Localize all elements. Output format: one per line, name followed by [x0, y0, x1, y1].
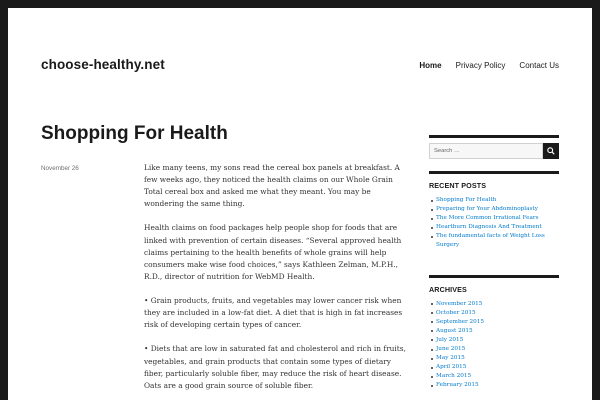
archive-link[interactable]: May 2015 — [436, 355, 465, 362]
recent-post-link[interactable]: The fundamental facts of Weight Loss Surgery — [436, 233, 545, 249]
post-paragraph: Like many teens, my sons read the cereal box panels at breakfast. A few weeks ago, they noticed the health claims on our Whole Grain Total cereal box and asked me what they meant. You may be wondering the same thing. — [144, 163, 400, 209]
archive-link[interactable]: July 2015 — [436, 336, 464, 343]
recent-posts-list — [429, 196, 559, 251]
post-content — [144, 162, 408, 400]
main-navigation — [419, 61, 559, 70]
post-paragraph: • Grain products, fruits, and vegetables may lower cancer risk when they are included in a low-fat diet. A diet that is high in fat increases risk of developing certain types of cancer. — [144, 296, 403, 330]
widget-divider — [429, 171, 559, 174]
sidebar — [429, 135, 559, 391]
recent-post-link[interactable]: Preparing for Your Abdominoplasty — [436, 206, 538, 213]
recent-post-link[interactable]: Heartburn Diagnosis And Treatment — [436, 224, 542, 231]
nav-privacy-policy-link[interactable]: Privacy Policy — [455, 61, 506, 70]
nav-contact-us-link[interactable]: Contact Us — [519, 61, 559, 70]
archives-list — [429, 300, 559, 391]
list-item — [436, 223, 559, 232]
post-paragraph: • Diets that are low in saturated fat and cholesterol and rich in fruits, vegetables, and grain products that contain some types of dietary fiber, particularly soluble fiber, may reduce the risk of heart disease. Oats are a good grain source of soluble fiber. — [144, 344, 406, 390]
post-paragraph: Health claims on food packages help people shop for foods that are linked with prevention of certain diseases. “Several approved health claims pertaining to the health benefits of whole grains will help consumers make wise food choices,” says Kathleen Zelman, M.P.H., R.D., director of nutrition for WebMD Health. — [144, 223, 402, 281]
list-item — [436, 363, 559, 372]
list-item — [436, 327, 559, 336]
list-item — [436, 372, 559, 381]
search-form — [429, 143, 559, 159]
archives-title: ARCHIVES — [429, 284, 467, 294]
recent-post-link[interactable]: The More Common Irrational Fears — [436, 215, 539, 222]
recent-posts-title: RECENT POSTS — [429, 181, 487, 190]
list-item — [436, 354, 559, 363]
list-item — [436, 318, 559, 327]
page — [8, 8, 592, 400]
list-item — [436, 309, 559, 318]
search-input[interactable]: Search … — [429, 143, 543, 159]
archive-link[interactable]: August 2015 — [436, 327, 473, 334]
nav-home-link[interactable]: Home — [419, 61, 442, 70]
archive-link[interactable]: March 2015 — [436, 373, 472, 380]
archive-link[interactable]: October 2015 — [436, 309, 476, 316]
recent-posts-widget — [429, 171, 559, 251]
list-item — [436, 196, 559, 205]
list-item — [436, 300, 559, 309]
list-item — [436, 205, 559, 214]
recent-post-link[interactable]: Shopping For Health — [436, 197, 497, 203]
widget-divider — [429, 275, 559, 278]
archive-link[interactable]: April 2015 — [436, 364, 467, 371]
list-item — [436, 345, 559, 354]
archive-link[interactable]: February 2015 — [436, 382, 479, 389]
post-date-link[interactable]: November 26 — [41, 165, 79, 172]
list-item — [436, 232, 559, 250]
post-title: Shopping For Health — [41, 123, 228, 144]
archive-link[interactable]: November 2015 — [436, 300, 483, 307]
search-button[interactable] — [543, 143, 559, 159]
widget-divider — [429, 135, 559, 138]
site-title-link[interactable]: choose-healthy.net — [41, 57, 165, 72]
search-icon — [547, 147, 555, 155]
archive-link[interactable]: September 2015 — [436, 318, 484, 325]
list-item — [436, 336, 559, 345]
archive-link[interactable]: June 2015 — [436, 346, 466, 353]
list-item — [436, 381, 559, 390]
archives-widget — [429, 275, 559, 391]
list-item — [436, 214, 559, 223]
